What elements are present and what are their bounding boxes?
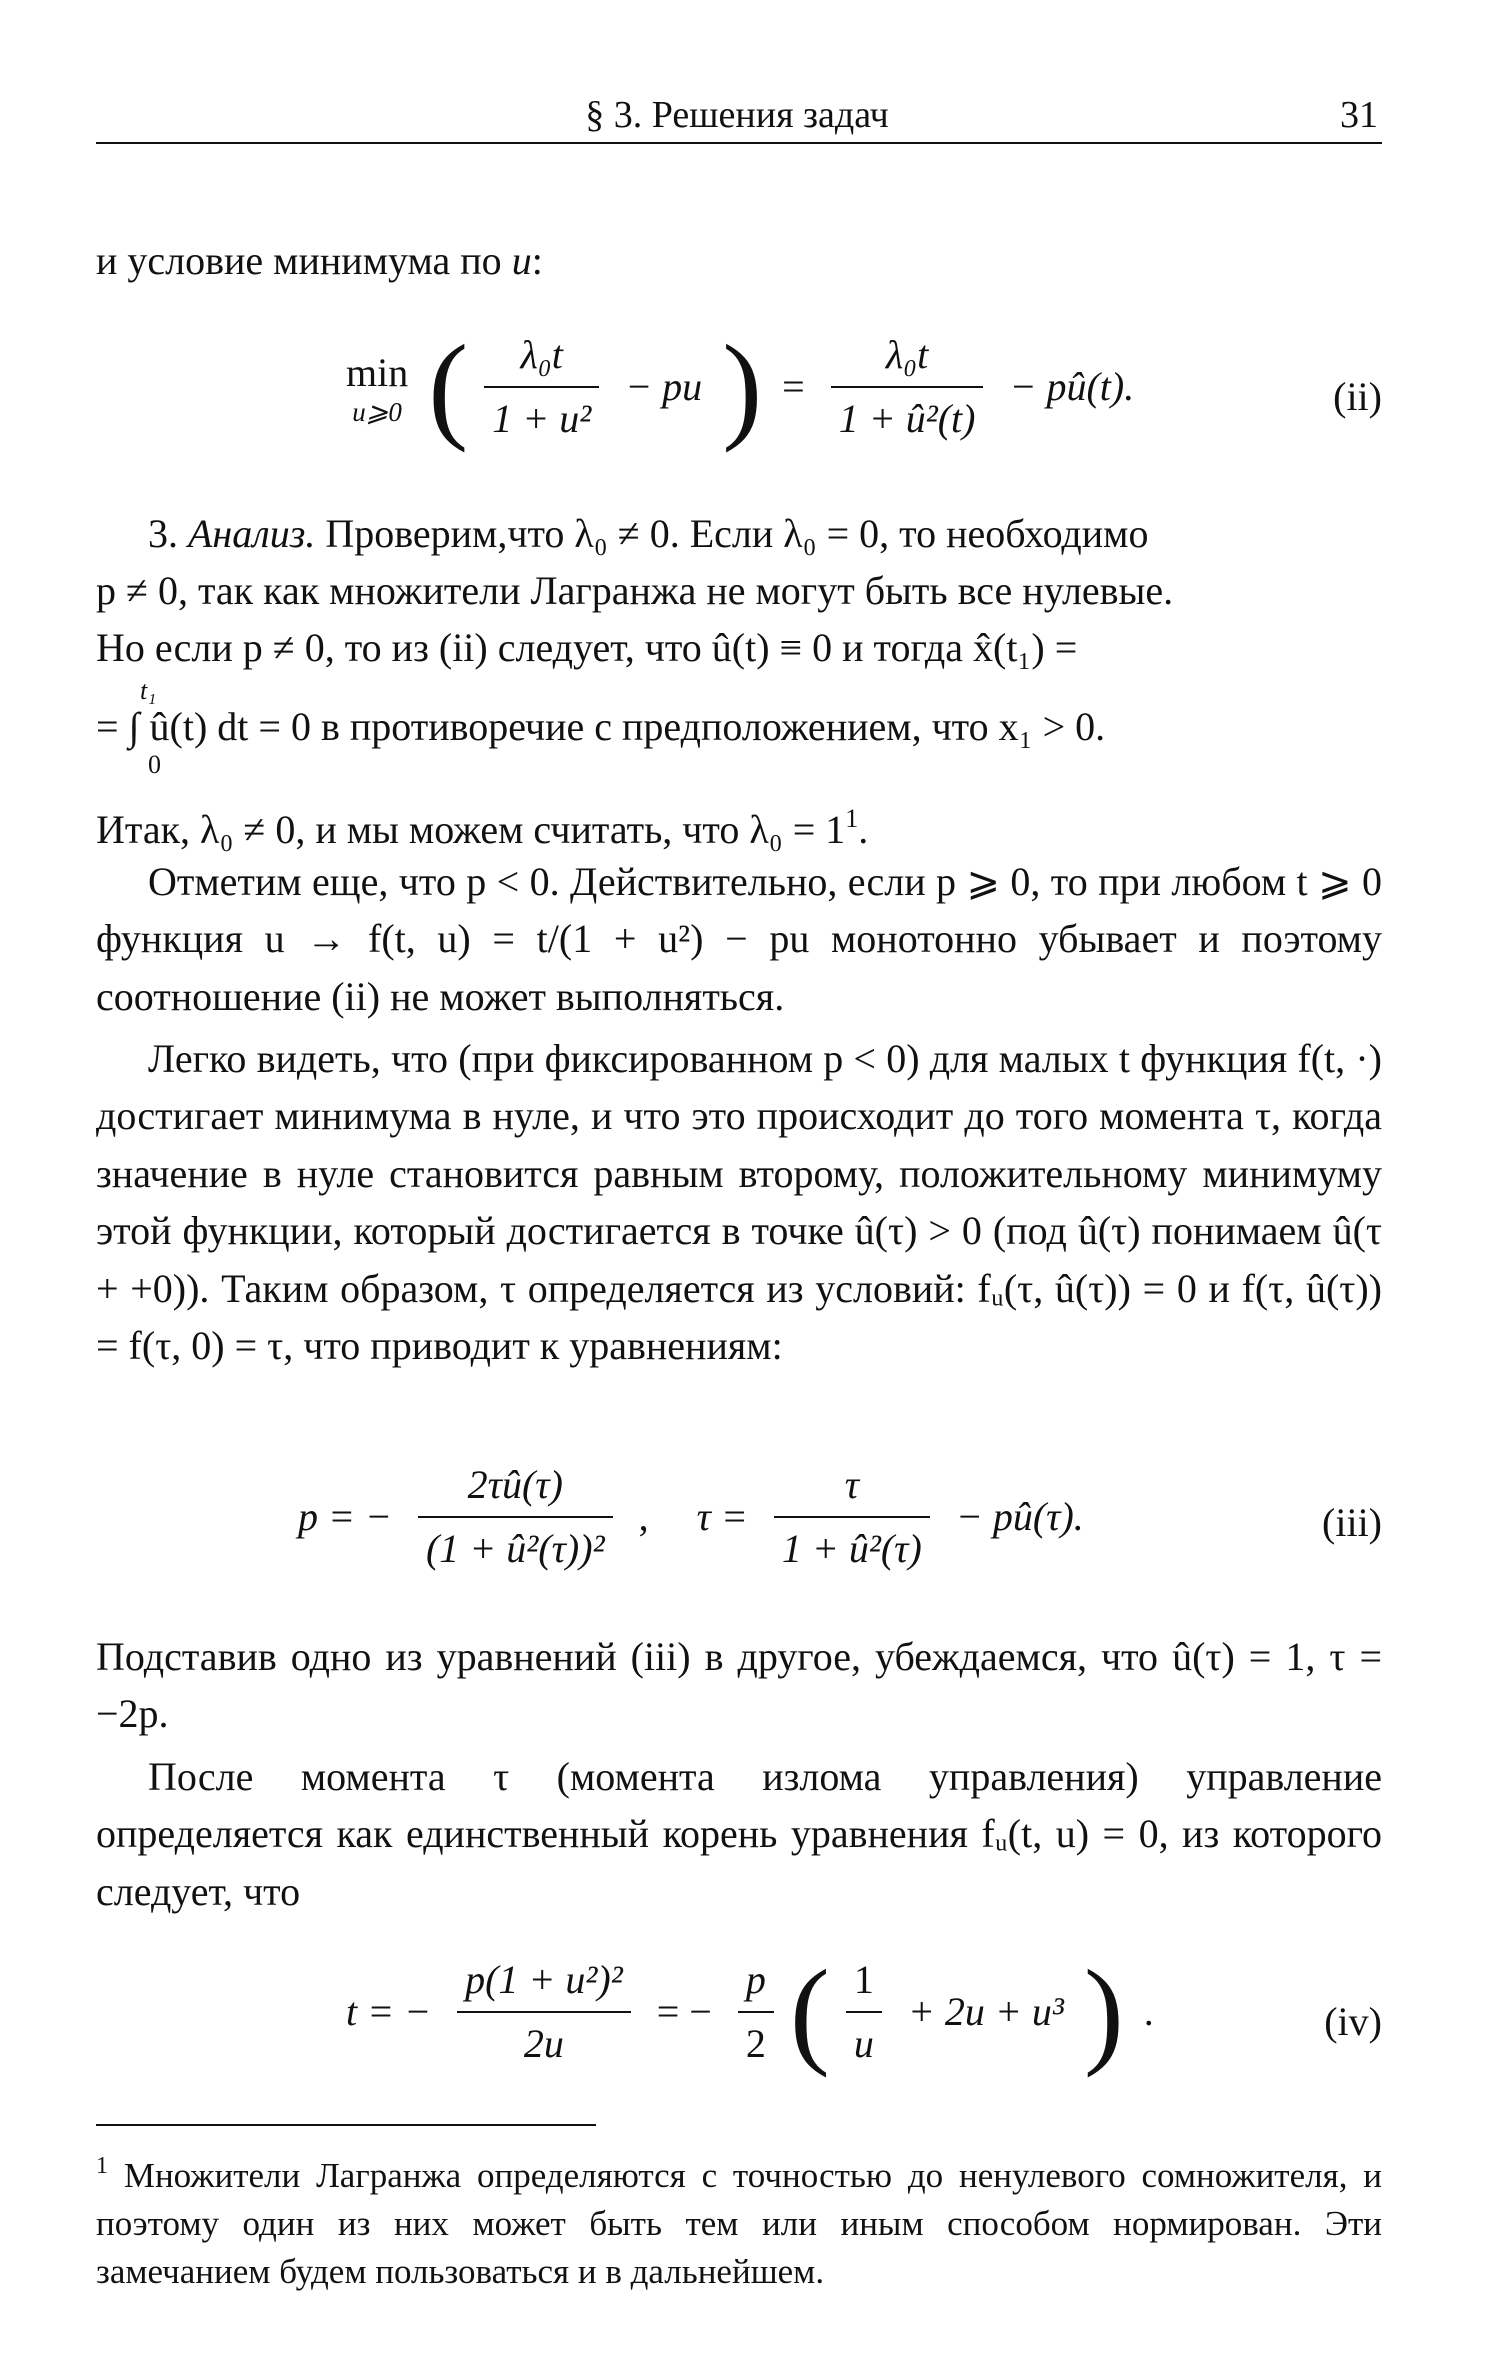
footnote-reference: 1: [845, 804, 859, 833]
intro-line: [96, 232, 1382, 289]
footnote-mark: 1: [96, 2153, 108, 2179]
page-number: 31: [1340, 94, 1378, 136]
fraction-iii-1-numerator: 2τû(τ): [467, 1462, 563, 1507]
fraction-left-numerator: λ₀t: [520, 332, 563, 377]
fraction-iii-1: [418, 1460, 613, 1574]
close-paren-iv: ): [1083, 1945, 1124, 2078]
equation-iv: [96, 1945, 1382, 2095]
tau-lhs: τ =: [696, 1494, 748, 1539]
t-lhs: t = −: [346, 1989, 432, 2034]
min-subscript: u⩾0: [352, 397, 402, 427]
paragraph-after-tau: После момента τ (момента излома управления) управление определяется как единственный корень уравнения fᵤ(t, u) = 0, из которого следует, что: [96, 1754, 1382, 1914]
analysis-line-2: p ≠ 0, так как множители Лагранжа не могут быть все нулевые.: [96, 568, 1174, 613]
equation-iv-rest: + 2u + u³: [907, 1989, 1064, 2034]
intro-text: и условие минимума по: [96, 238, 502, 283]
close-paren: ): [722, 320, 763, 453]
fraction-right-numerator: λ₀t: [885, 332, 929, 377]
analysis-text-5: Итак, λ₀ ≠ 0, и мы можем считать, что λ₀ = 1: [96, 807, 846, 852]
analysis-line-5: [96, 790, 1382, 858]
equation-iii-tag: (iii): [1322, 1500, 1382, 1545]
analysis-text-5-end: .: [858, 807, 869, 852]
footnote-text: Множители Лагранжа определяются с точностью до ненулевого сомножителя, и поэтому один из них может быть тем или иным способом нормирован. Эти замечанием будем пользоваться и в дальнейшем.: [96, 2156, 1382, 2291]
fraction-iv-3-numerator: 1: [853, 1957, 874, 2002]
equation-iii-tail: − pû(τ).: [955, 1494, 1084, 1539]
fraction-iv-2-denominator: 2: [738, 2011, 774, 2069]
equals-minus: = −: [656, 1989, 712, 2034]
fraction-left-denominator: 1 + u²: [484, 386, 599, 444]
equation-ii-tag: (ii): [1333, 374, 1382, 419]
footnote: [96, 2142, 1382, 2296]
equation-iii-comma: ,: [638, 1494, 649, 1539]
equation-iv-period: .: [1143, 1989, 1154, 2034]
fraction-right-denominator: 1 + û²(t): [831, 386, 984, 444]
analysis-heading: Анализ.: [188, 511, 316, 556]
paragraph-p-negative: Отметим еще, что p < 0. Действительно, если p ⩾ 0, то при любом t ⩾ 0 функция u → f(t, u) = t/(1 + u²) − pu монотонно убывает и поэтому соотношение (ii) не может выполняться.: [96, 859, 1382, 1019]
fraction-iv-3: [846, 1955, 882, 2069]
min-operator: [346, 348, 408, 426]
fraction-iii-1-denominator: (1 + û²(τ))²: [418, 1516, 613, 1574]
analysis-number: 3.: [148, 511, 178, 556]
analysis-line-4: = ∫ û(t) dt = 0 в противоречие с предположением, что x₁ > 0.: [96, 704, 1106, 749]
integral-line: [96, 676, 1382, 790]
open-paren: (: [428, 320, 469, 453]
equation-ii: [96, 320, 1382, 470]
equation-iii-body: [288, 1460, 1094, 1574]
fraction-iv-2-numerator: p: [745, 1957, 766, 2002]
fraction-iv-1: [457, 1955, 631, 2069]
min-label: min: [346, 350, 409, 395]
analysis-line-3: Но если p ≠ 0, то из (ii) следует, что û(t) ≡ 0 и тогда x̂(t₁) =: [96, 625, 1078, 670]
fraction-iii-2-numerator: τ: [844, 1462, 860, 1507]
fraction-iv-2: [738, 1955, 774, 2069]
fraction-iii-2-denominator: 1 + û²(τ): [774, 1516, 930, 1574]
p-lhs: p = −: [298, 1494, 392, 1539]
intro-variable: u: [511, 238, 532, 283]
equation-ii-tail: − pû(t).: [1009, 364, 1135, 409]
analysis-line-1: [96, 505, 1382, 562]
fraction-left: [484, 330, 599, 444]
equals-sign: =: [782, 364, 805, 409]
fraction-iv-3-denominator: u: [846, 2011, 882, 2069]
paragraph-easy-to-see: Легко видеть, что (при фиксированном p < 0) для малых t функция f(t, ·) достигает минимума в нуле, и что это происходит до того момента τ, когда значение в нуле становится равным второму, положительному минимуму этой функции, который достигается в точке û(τ) > 0 (под û(τ) понимаем û(τ + +0)). Таким образом, τ определяется из условий: fᵤ(τ, û(τ)) = 0 и f(τ, û(τ)) = f(τ, 0) = τ, что приводит к уравнениям:: [96, 1036, 1382, 1369]
section-title: § 3. Решения задач: [585, 94, 889, 136]
equation-iii: [96, 1460, 1382, 1590]
integral-upper-limit: t₁: [140, 676, 157, 705]
fraction-right: [831, 330, 984, 444]
integral-lower-limit: 0: [148, 750, 161, 779]
fraction-iv-1-denominator: 2u: [457, 2011, 631, 2069]
fraction-iii-2: [774, 1460, 930, 1574]
equation-iv-body: [336, 1945, 1164, 2078]
fraction-iv-1-numerator: p(1 + u²)²: [465, 1957, 623, 2002]
open-paren-iv: (: [789, 1945, 830, 2078]
paragraph-substitution: Подставив одно из уравнений (iii) в другое, убеждаемся, что û(τ) = 1, τ = −2p.: [96, 1634, 1382, 1737]
header-rule: [96, 142, 1382, 144]
equation-iv-tag: (iv): [1324, 1999, 1382, 2044]
footnote-rule: [96, 2124, 596, 2126]
analysis-text-1: Проверим,что λ₀ ≠ 0. Если λ₀ = 0, то необходимо: [325, 511, 1149, 556]
intro-colon: :: [531, 238, 543, 283]
equation-ii-body: [336, 320, 1144, 453]
minus-pu: − pu: [625, 364, 703, 409]
